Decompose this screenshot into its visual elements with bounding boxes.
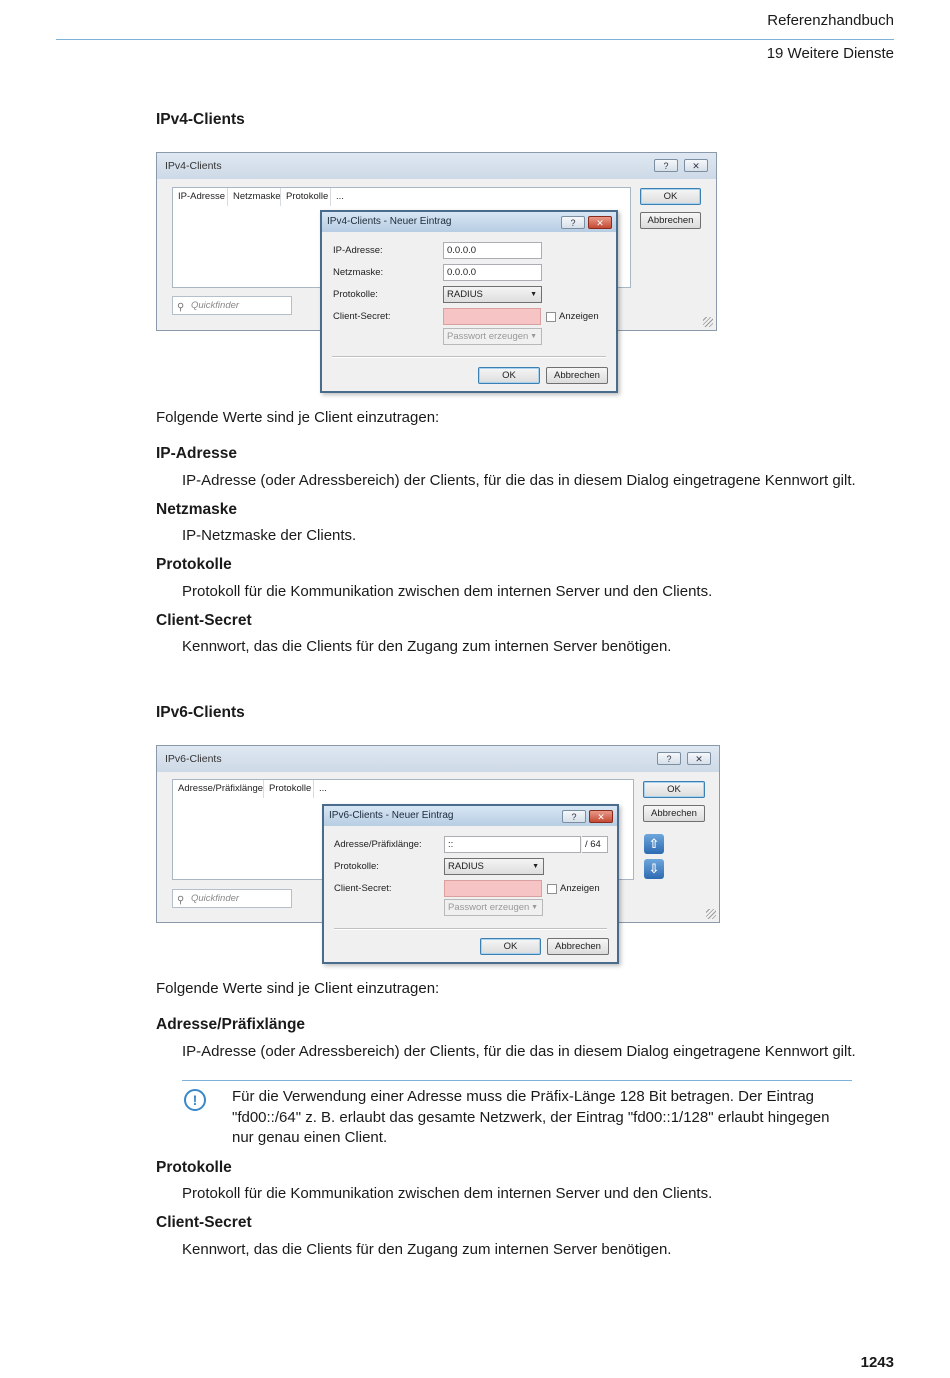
protocols-select[interactable] bbox=[444, 858, 544, 875]
generate-password-button[interactable] bbox=[444, 899, 543, 916]
close-icon[interactable]: ✕ bbox=[684, 159, 708, 172]
search-icon: ⚲ bbox=[177, 302, 185, 313]
generate-password-label: Passwort erzeugen bbox=[447, 331, 529, 342]
note-text: Für die Verwendung einer Adresse muss die Präfix-Länge 128 Bit betragen. Der Eintrag "fd00::/64" z. B. erlaubt das gesamte Netzwerk, der Eintrag "fd00::1/128" erlaubt hingegen nur genau einen Client. bbox=[232, 1088, 830, 1146]
window-titlebar bbox=[157, 153, 716, 179]
info-note-icon: ! bbox=[184, 1089, 206, 1111]
address-prefix-label: Adresse/Präfixlänge: bbox=[334, 839, 422, 850]
client-secret-label: Client-Secret: bbox=[333, 311, 391, 322]
dialog-separator bbox=[334, 928, 607, 930]
protocols-label: Protokolle: bbox=[334, 861, 379, 872]
quickfinder-placeholder: Quickfinder bbox=[191, 300, 240, 311]
ok-button[interactable]: OK bbox=[480, 938, 541, 955]
generate-password-label: Passwort erzeugen bbox=[448, 902, 530, 913]
term-protocols: Protokolle bbox=[156, 556, 232, 573]
resize-grip-icon[interactable] bbox=[706, 909, 716, 919]
term-protocols: Protokolle bbox=[156, 1159, 232, 1176]
ipv4-intro: Folgende Werte sind je Client einzutragen: bbox=[156, 409, 440, 426]
column-header[interactable]: IP-Adresse bbox=[173, 188, 228, 206]
term-ip-address: IP-Adresse bbox=[156, 445, 237, 462]
column-header[interactable]: Netzmaske bbox=[228, 188, 281, 206]
client-secret-label: Client-Secret: bbox=[334, 883, 392, 894]
close-icon[interactable]: ✕ bbox=[589, 810, 613, 823]
dialog-title: IPv6-Clients - Neuer Eintrag bbox=[329, 810, 454, 821]
chevron-down-icon: ▼ bbox=[530, 291, 537, 298]
term-client-secret: Client-Secret bbox=[156, 612, 252, 629]
column-header[interactable]: Adresse/Präfixlänge bbox=[173, 780, 264, 798]
term-client-secret: Client-Secret bbox=[156, 1214, 252, 1231]
ipv4-new-entry-dialog bbox=[320, 210, 618, 393]
chevron-down-icon: ▼ bbox=[531, 904, 538, 911]
ip-address-label: IP-Adresse: bbox=[333, 245, 383, 256]
address-input[interactable]: :: bbox=[444, 836, 581, 853]
window-title: IPv4-Clients bbox=[165, 160, 222, 172]
move-up-icon[interactable]: ⇧ bbox=[644, 834, 664, 854]
ok-button[interactable]: OK bbox=[643, 781, 705, 798]
resize-grip-icon[interactable] bbox=[703, 317, 713, 327]
close-icon[interactable]: ✕ bbox=[687, 752, 711, 765]
desc-protocols: Protokoll für die Kommunikation zwischen dem internen Server und den Clients. bbox=[182, 1185, 713, 1202]
show-secret-label: Anzeigen bbox=[559, 311, 599, 322]
ipv6-heading: IPv6-Clients bbox=[156, 704, 245, 721]
ok-button[interactable]: OK bbox=[640, 188, 701, 205]
column-header[interactable]: ... bbox=[331, 188, 361, 206]
desc-client-secret: Kennwort, das die Clients für den Zugang zum internen Server benötigen. bbox=[182, 1241, 672, 1258]
move-down-icon[interactable]: ⇩ bbox=[644, 859, 664, 879]
search-icon: ⚲ bbox=[177, 895, 185, 906]
ipv6-intro: Folgende Werte sind je Client einzutragen: bbox=[156, 980, 440, 997]
client-secret-input[interactable] bbox=[443, 308, 541, 325]
netmask-label: Netzmaske: bbox=[333, 267, 384, 278]
cancel-button[interactable]: Abbrechen bbox=[547, 938, 609, 955]
client-secret-input[interactable] bbox=[444, 880, 542, 897]
window-titlebar bbox=[157, 746, 719, 772]
header-rule bbox=[56, 39, 894, 40]
ipv6-new-entry-dialog bbox=[322, 804, 619, 964]
protocols-label: Protokolle: bbox=[333, 289, 378, 300]
page-number: 1243 bbox=[860, 1354, 894, 1371]
help-icon[interactable]: ? bbox=[657, 752, 681, 765]
ipv4-heading: IPv4-Clients bbox=[156, 111, 245, 128]
window-title: IPv6-Clients bbox=[165, 753, 222, 765]
desc-protocols: Protokoll für die Kommunikation zwischen dem internen Server und den Clients. bbox=[182, 583, 713, 600]
chevron-down-icon: ▼ bbox=[530, 333, 537, 340]
show-secret-checkbox[interactable] bbox=[547, 884, 557, 894]
desc-address-prefix: IP-Adresse (oder Adressbereich) der Clients, für die das in diesem Dialog eingetragene Kennwort gilt. bbox=[182, 1043, 856, 1060]
desc-netmask: IP-Netzmaske der Clients. bbox=[182, 527, 357, 544]
help-icon[interactable]: ? bbox=[654, 159, 678, 172]
quickfinder-placeholder: Quickfinder bbox=[191, 893, 240, 904]
quickfinder-input[interactable] bbox=[172, 889, 292, 908]
dialog-title: IPv4-Clients - Neuer Eintrag bbox=[327, 216, 452, 227]
chevron-down-icon: ▼ bbox=[532, 863, 539, 870]
netmask-input[interactable]: 0.0.0.0 bbox=[443, 264, 542, 281]
column-header[interactable]: Protokolle bbox=[281, 188, 331, 206]
quickfinder-input[interactable] bbox=[172, 296, 292, 315]
ip-address-input[interactable]: 0.0.0.0 bbox=[443, 242, 542, 259]
help-icon[interactable]: ? bbox=[561, 216, 585, 229]
cancel-button[interactable]: Abbrechen bbox=[546, 367, 608, 384]
help-icon[interactable]: ? bbox=[562, 810, 586, 823]
generate-password-button[interactable] bbox=[443, 328, 542, 345]
prefix-length-input[interactable]: / 64 bbox=[582, 836, 608, 853]
term-netmask: Netzmaske bbox=[156, 501, 237, 518]
desc-ip-address: IP-Adresse (oder Adressbereich) der Clients, für die das in diesem Dialog eingetragene Kennwort gilt. bbox=[182, 472, 856, 489]
header-chapter: 19 Weitere Dienste bbox=[766, 45, 894, 62]
note-rule bbox=[182, 1080, 852, 1081]
column-header[interactable]: Protokolle bbox=[264, 780, 314, 798]
term-address-prefix: Adresse/Präfixlänge bbox=[156, 1016, 306, 1033]
column-header[interactable]: ... bbox=[314, 780, 344, 798]
cancel-button[interactable]: Abbrechen bbox=[640, 212, 701, 229]
ok-button[interactable]: OK bbox=[478, 367, 540, 384]
protocols-select[interactable] bbox=[443, 286, 542, 303]
dialog-separator bbox=[332, 356, 606, 358]
protocols-value: RADIUS bbox=[447, 289, 483, 300]
header-book-title: Referenzhandbuch bbox=[767, 12, 894, 29]
show-secret-checkbox[interactable] bbox=[546, 312, 556, 322]
close-icon[interactable]: ✕ bbox=[588, 216, 612, 229]
show-secret-label: Anzeigen bbox=[560, 883, 600, 894]
protocols-value: RADIUS bbox=[448, 861, 484, 872]
desc-client-secret: Kennwort, das die Clients für den Zugang zum internen Server benötigen. bbox=[182, 638, 672, 655]
cancel-button[interactable]: Abbrechen bbox=[643, 805, 705, 822]
